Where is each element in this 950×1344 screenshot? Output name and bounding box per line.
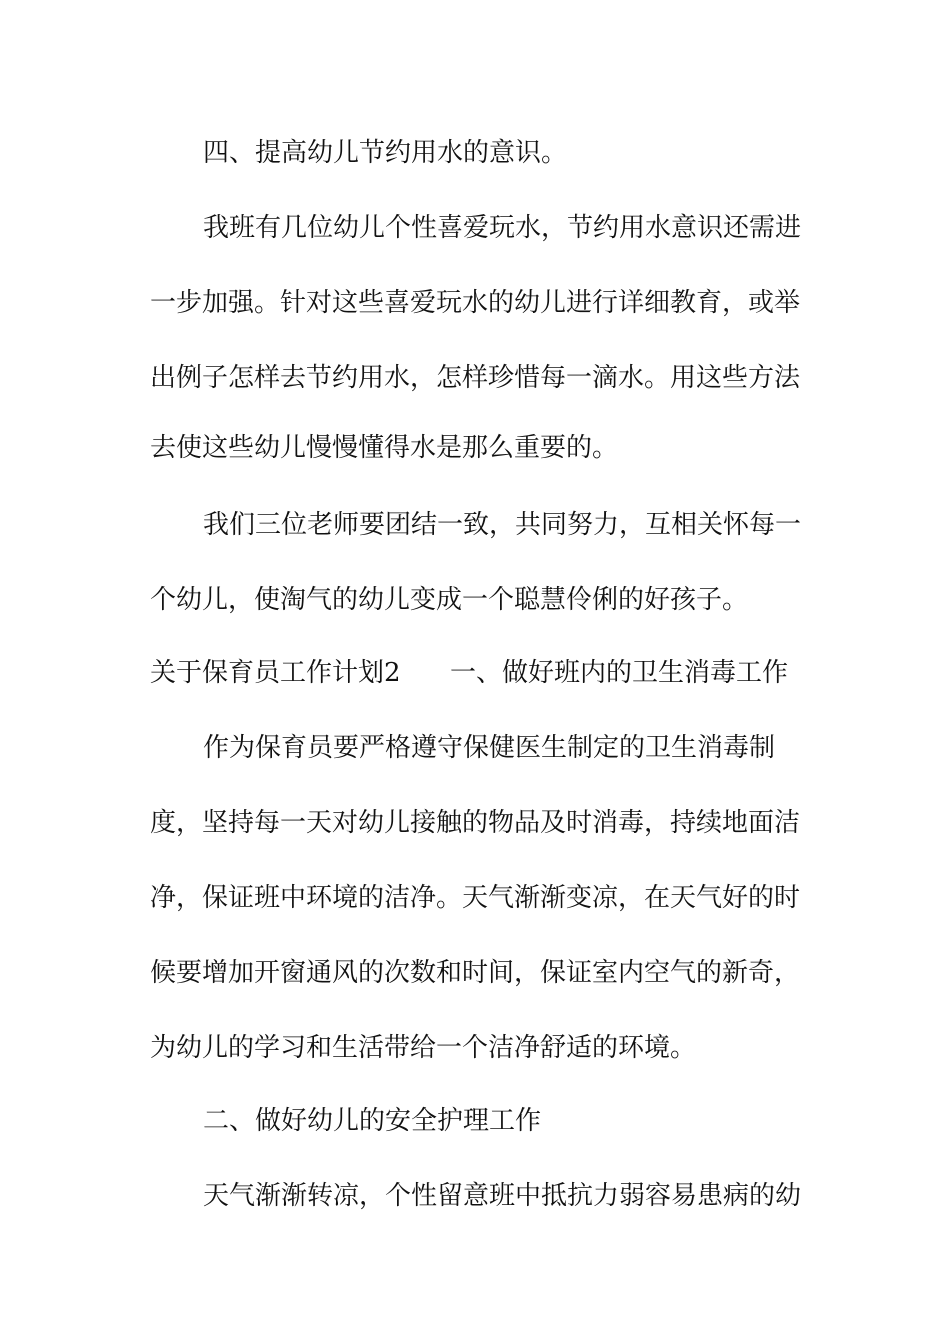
- section-title-hygiene: 一、做好班内的卫生消毒工作: [450, 658, 789, 688]
- paragraph-line: 为幼儿的学习和生活带给一个洁净舒适的环境。: [150, 1033, 697, 1063]
- heading-water-saving: 四、提高幼儿节约用水的意识。: [203, 138, 568, 168]
- paragraph-line: 个幼儿，使淘气的幼儿变成一个聪慧伶俐的好孩子。: [150, 585, 749, 615]
- paragraph-line: 天气渐渐转凉，个性留意班中抵抗力弱容易患病的幼: [203, 1181, 802, 1211]
- paragraph-line: 出例子怎样去节约用水，怎样珍惜每一滴水。用这些方法: [150, 363, 801, 393]
- paragraph-line: 去使这些幼儿慢慢懂得水是那么重要的。: [150, 433, 619, 463]
- plan-heading-row: [150, 658, 790, 688]
- paragraph-line: 我班有几位幼儿个性喜爱玩水，节约用水意识还需进: [203, 213, 802, 243]
- paragraph-line: 净，保证班中环境的洁净。天气渐渐变凉，在天气好的时: [150, 883, 801, 913]
- plan-title: 关于保育员工作计划2: [150, 658, 401, 688]
- paragraph-line: 作为保育员要严格遵守保健医生制定的卫生消毒制: [203, 733, 776, 763]
- paragraph-line: 一步加强。针对这些喜爱玩水的幼儿进行详细教育，或举: [150, 288, 801, 318]
- paragraph-line: 候要增加开窗通风的次数和时间，保证室内空气的新奇，: [150, 958, 801, 988]
- heading-safety-care: 二、做好幼儿的安全护理工作: [203, 1106, 542, 1136]
- paragraph-line: 我们三位老师要团结一致，共同努力，互相关怀每一: [203, 510, 802, 540]
- paragraph-line: 度，坚持每一天对幼儿接触的物品及时消毒，持续地面洁: [150, 808, 801, 838]
